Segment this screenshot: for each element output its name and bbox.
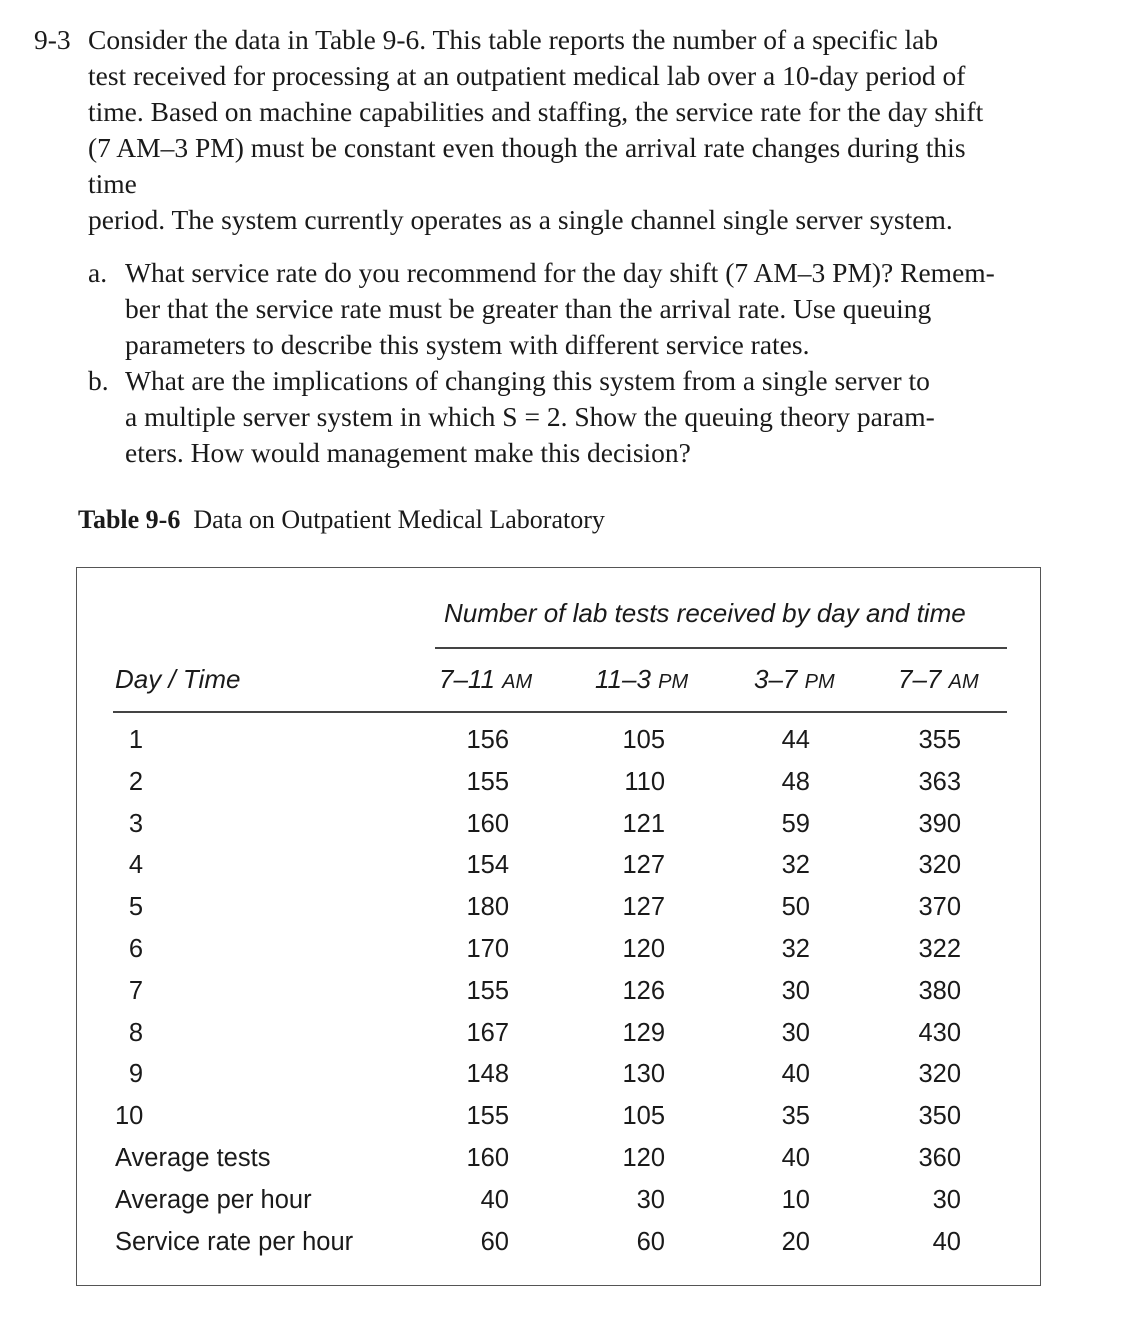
table-caption [78, 505, 605, 535]
row-label: 6 [128, 935, 144, 963]
table-cell: 430 [918, 1018, 961, 1047]
column-header-2 [595, 664, 688, 695]
table-cell: 30 [636, 1185, 665, 1214]
table-cell: 30 [932, 1185, 961, 1214]
part-b [88, 363, 1014, 471]
table-cell: 10 [781, 1185, 810, 1214]
column-header-1-range: 7–11 [439, 664, 495, 694]
table-row [77, 1144, 1040, 1186]
column-spanner-heading: Number of lab tests received by day and time [444, 598, 966, 628]
problem-line: Consider the data in Table 9-6. This table reports the number of a specific lab [88, 24, 939, 55]
table-cell: 60 [636, 1227, 665, 1256]
table-row [77, 935, 1040, 977]
table-cell: 121 [622, 809, 665, 838]
table-cell: 130 [622, 1060, 665, 1089]
table-cell: 20 [781, 1227, 810, 1256]
table-cell: 120 [622, 1144, 665, 1172]
table-cell: 360 [918, 1144, 961, 1172]
table-row [77, 1102, 1040, 1144]
part-b-line: eters. How would management make this decision? [125, 437, 691, 468]
table-cell: 40 [932, 1227, 961, 1256]
table-cell: 60 [480, 1227, 509, 1256]
table-row [77, 1228, 1040, 1270]
column-header-1-ampm: AM [502, 671, 533, 693]
table-row [77, 768, 1040, 810]
table-cell: 44 [781, 726, 810, 754]
table-row [77, 977, 1040, 1019]
table-cell: 350 [918, 1102, 961, 1131]
part-a-marker: a. [88, 257, 108, 288]
row-label: 10 [115, 1102, 144, 1131]
row-label: 2 [128, 767, 144, 796]
table-row [77, 851, 1040, 893]
table-cell: 32 [781, 935, 810, 963]
table-cell: 160 [466, 1144, 509, 1172]
problem-number: 9-3 [34, 24, 71, 55]
table-cell: 50 [781, 893, 810, 922]
table-cell: 126 [622, 976, 665, 1005]
row-label: 9 [128, 1060, 144, 1089]
table-cell: 30 [781, 1018, 810, 1047]
row-label: Average tests [115, 1144, 271, 1172]
problem-line: test received for processing at an outpatient medical lab over a 10-day period of [88, 60, 966, 91]
table-row [77, 1186, 1040, 1228]
table-cell: 155 [466, 976, 509, 1005]
table-cell: 167 [466, 1018, 509, 1047]
table-cell: 320 [918, 851, 961, 880]
problem-line: time. Based on machine capabilities and staffing, the service rate for the day shift [88, 96, 984, 127]
column-header-4 [898, 664, 979, 695]
table-cell: 355 [918, 726, 961, 754]
row-label: 7 [128, 976, 144, 1005]
table-cell: 30 [781, 976, 810, 1005]
spanner-rule [435, 647, 1007, 649]
part-b-line: What are the implications of changing this system from a single server to [125, 365, 930, 396]
problem-line: (7 AM–3 PM) must be constant even though the arrival rate changes during this time [88, 132, 966, 199]
data-table [76, 567, 1041, 1286]
table-cell: 32 [781, 851, 810, 880]
column-header-3-ampm: PM [804, 671, 835, 693]
table-cell: 180 [466, 893, 509, 922]
table-cell: 105 [622, 1102, 665, 1131]
table-row [77, 893, 1040, 935]
table-cell: 120 [622, 935, 665, 963]
table-cell: 380 [918, 976, 961, 1005]
part-b-marker: b. [88, 365, 109, 396]
table-cell: 40 [480, 1185, 509, 1214]
row-label: 4 [128, 851, 144, 880]
table-cell: 155 [466, 1102, 509, 1131]
part-a [88, 255, 1014, 363]
table-cell: 129 [622, 1018, 665, 1047]
table-cell: 320 [918, 1060, 961, 1089]
table-cell: 110 [624, 767, 665, 796]
table-cell: 390 [918, 809, 961, 838]
table-cell: 170 [466, 935, 509, 963]
problem-statement [34, 22, 1014, 471]
header-rule [113, 711, 1007, 713]
table-row [77, 810, 1040, 852]
row-label: Average per hour [115, 1185, 312, 1214]
column-header-4-ampm: AM [948, 671, 979, 693]
problem-line: period. The system currently operates as a single channel single server system. [88, 204, 953, 235]
column-header-2-ampm: PM [658, 671, 689, 693]
table-cell: 363 [918, 767, 961, 796]
column-header-4-range: 7–7 [898, 664, 942, 694]
table-caption-label: Table 9-6 [78, 505, 181, 534]
part-a-line: ber that the service rate must be greater than the arrival rate. Use queuing [125, 293, 932, 324]
part-a-line: parameters to describe this system with different service rates. [125, 329, 810, 360]
row-label: 1 [128, 726, 144, 754]
table-cell: 370 [918, 893, 961, 922]
table-cell: 59 [781, 809, 810, 838]
problem-body [88, 22, 1014, 238]
part-a-line: What service rate do you recommend for the day shift (7 AM–3 PM)? Remem- [125, 257, 995, 288]
table-cell: 48 [781, 767, 810, 796]
table-cell: 40 [781, 1060, 810, 1089]
table-cell: 148 [466, 1060, 509, 1089]
table-caption-title: Data on Outpatient Medical Laboratory [193, 505, 605, 534]
table-cell: 105 [622, 726, 665, 754]
row-label: 8 [128, 1018, 144, 1047]
table-cell: 35 [781, 1102, 810, 1131]
table-cell: 127 [622, 851, 665, 880]
table-cell: 160 [466, 809, 509, 838]
column-header-1 [439, 664, 532, 695]
part-b-line: a multiple server system in which S = 2. Show the queuing theory param- [125, 401, 935, 432]
column-header-2-range: 11–3 [595, 664, 651, 694]
row-header: Day / Time [115, 664, 241, 694]
column-header-3-range: 3–7 [754, 664, 798, 694]
table-row [77, 726, 1040, 768]
table-cell: 127 [622, 893, 665, 922]
column-header-3 [754, 664, 835, 695]
row-label: 3 [128, 809, 144, 838]
table-row [77, 1060, 1040, 1102]
table-row [77, 1019, 1040, 1061]
table-cell: 155 [466, 767, 509, 796]
row-label: 5 [128, 893, 144, 922]
table-cell: 154 [466, 851, 509, 880]
table-cell: 156 [466, 726, 509, 754]
table-cell: 40 [781, 1144, 810, 1172]
row-label: Service rate per hour [115, 1227, 354, 1256]
table-cell: 322 [918, 935, 961, 963]
